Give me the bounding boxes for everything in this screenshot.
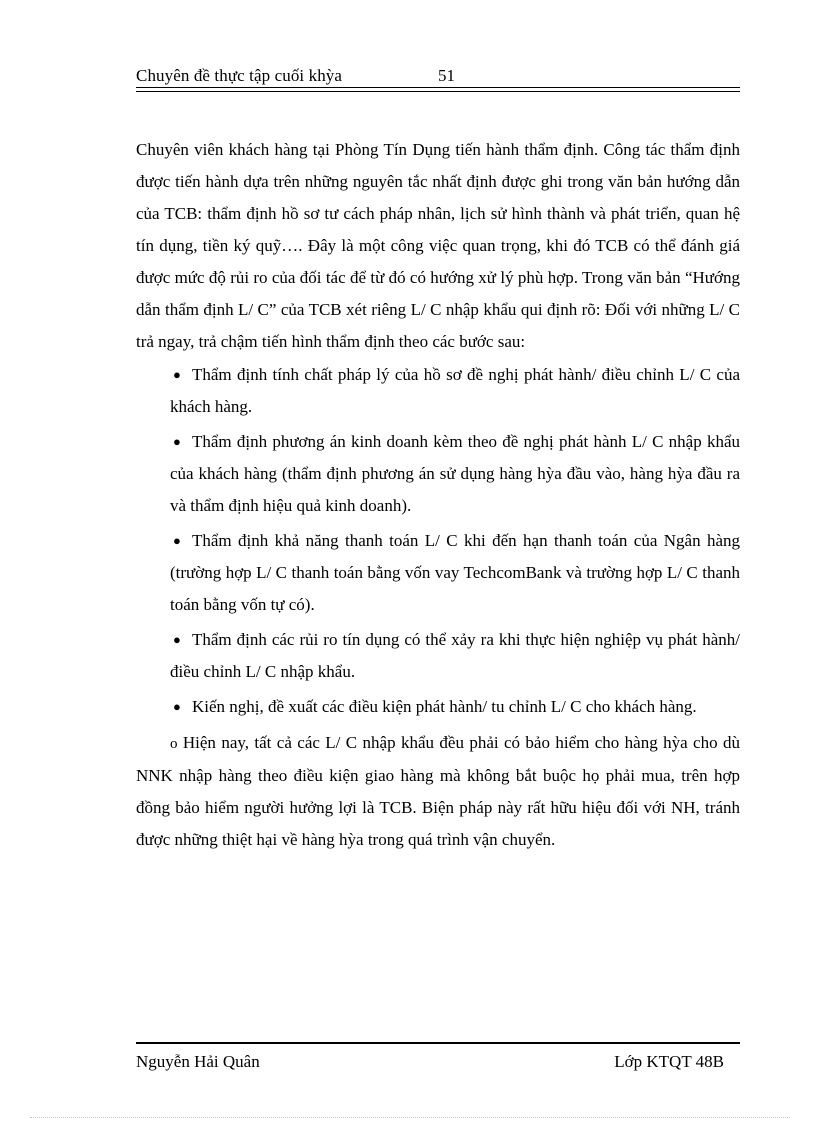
intro-paragraph: Chuyên viên khách hàng tại Phòng Tín Dụng tiến hành thẩm định. Công tác thẩm định được tiến hành dựa trên những nguyên tắc nhất định được ghi trong văn bản hướng dẫn của TCB: thẩm định hồ sơ tư cách pháp nhân, lịch sử hình thành và phát triển, quan hệ tín dụng, tiền ký quỹ…. Đây là một công việc quan trọng, khi đó TCB có thể đánh giá được mức độ rủi ro của đối tác để từ đó có hướng xử lý phù hợp. Trong văn bản “Hướng dẫn thẩm định L/ C” của TCB xét riêng L/ C nhập khẩu qui định rõ: Đối với những L/ C trả ngay, trả chậm tiến hình thẩm định theo các bước sau: bbox=[136, 140, 740, 351]
header-title: Chuyên đề thực tập cuối khỳa bbox=[136, 66, 343, 85]
page-bottom-divider bbox=[30, 1117, 790, 1118]
list-item-text: Kiến nghị, đề xuất các điều kiện phát hành/ tu chỉnh L/ C cho khách hàng. bbox=[192, 697, 697, 716]
list-item bbox=[136, 426, 740, 522]
page-number: 51 bbox=[438, 66, 455, 85]
bullet-icon: ● bbox=[173, 434, 181, 449]
bullet-icon: ● bbox=[173, 367, 181, 382]
list-item bbox=[136, 624, 740, 688]
list-item bbox=[136, 525, 740, 621]
bullet-icon: ● bbox=[173, 699, 181, 714]
step-list bbox=[136, 359, 740, 723]
list-item bbox=[136, 691, 740, 723]
closing-text: Hiện nay, tất cả các L/ C nhập khẩu đều phải có bảo hiểm cho hàng hỳa cho dù NNK nhập hàng theo điều kiện giao hàng mà không bắt buộc họ phải mua, trên hợp đồng bảo hiểm người hưởng lợi là TCB. Biện pháp này rất hữu hiệu đối với NH, tránh được những thiệt hại về hàng hỳa trong quá trình vận chuyển. bbox=[136, 733, 740, 849]
page-body bbox=[136, 134, 740, 856]
page-header bbox=[136, 62, 740, 92]
footer-rule bbox=[136, 1042, 740, 1044]
bullet-icon: ● bbox=[173, 533, 181, 548]
list-item-text: Thẩm định phương án kinh doanh kèm theo đề nghị phát hành L/ C nhập khẩu của khách hàng (thẩm định phương án sử dụng hàng hỳa đầu vào, hàng hỳa đầu ra và thẩm định hiệu quả kinh doanh). bbox=[170, 432, 740, 515]
bullet-icon: ● bbox=[173, 632, 181, 647]
header-rule-double bbox=[136, 91, 740, 92]
footer-author: Nguyễn Hải Quân bbox=[136, 1052, 260, 1071]
list-item-text: Thẩm định các rủi ro tín dụng có thể xảy ra khi thực hiện nghiệp vụ phát hành/ điều chỉnh L/ C nhập khẩu. bbox=[170, 630, 740, 681]
header-rule bbox=[136, 87, 740, 88]
list-item-text: Thẩm định khả năng thanh toán L/ C khi đến hạn thanh toán của Ngân hàng (trường hợp L/ C thanh toán bằng vốn vay TechcomBank và trường hợp L/ C thanh toán bằng vốn tự có). bbox=[170, 531, 740, 614]
footer-class: Lớp KTQT 48B bbox=[614, 1052, 724, 1071]
list-item bbox=[136, 359, 740, 423]
closing-paragraph bbox=[136, 727, 740, 856]
circle-bullet-icon: o bbox=[170, 736, 178, 752]
page-footer bbox=[136, 1042, 740, 1082]
list-item-text: Thẩm định tính chất pháp lý của hồ sơ đề nghị phát hành/ điều chỉnh L/ C của khách hàng. bbox=[170, 365, 740, 416]
